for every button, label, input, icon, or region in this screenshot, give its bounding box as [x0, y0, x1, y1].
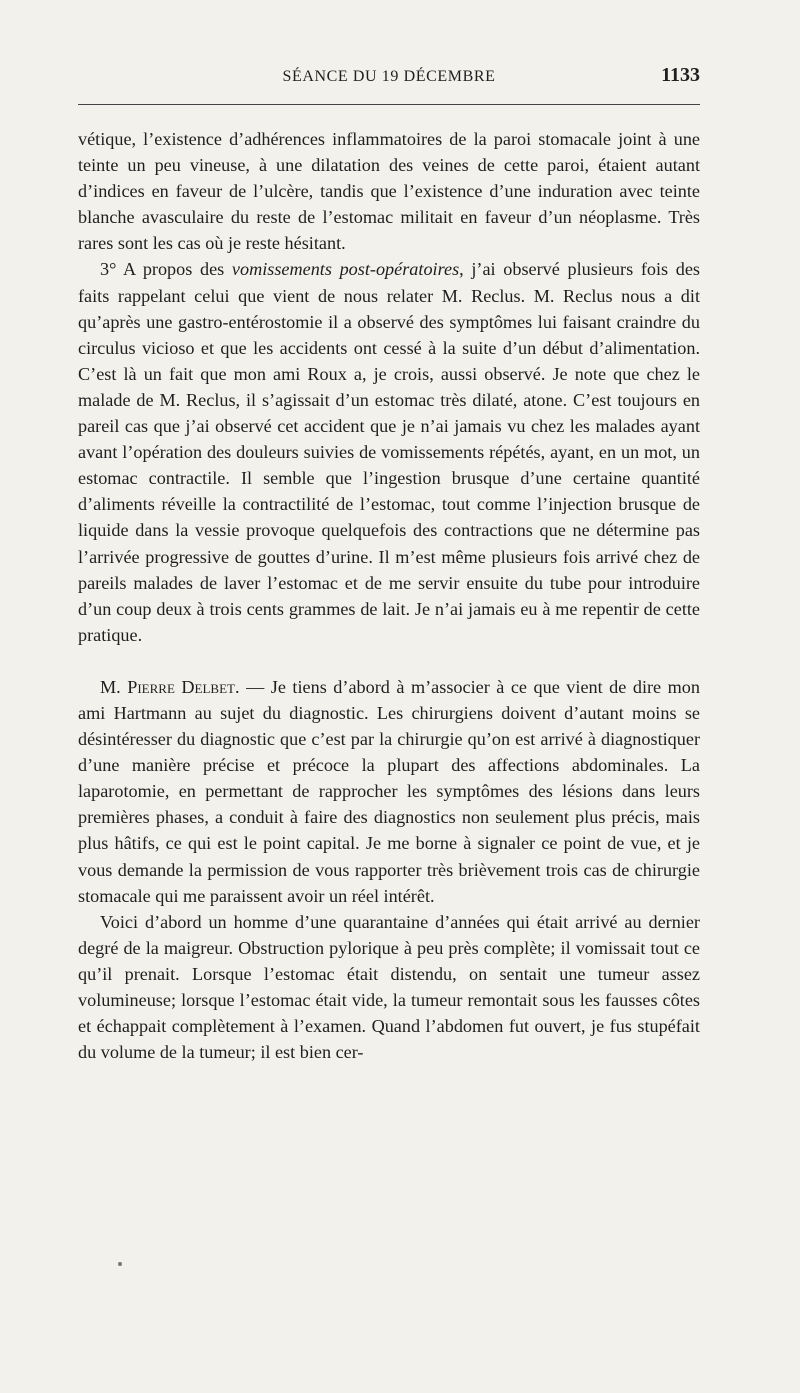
- paragraph-3: [78, 674, 700, 909]
- page-number: 1133: [661, 64, 700, 86]
- body-text: [78, 126, 700, 1065]
- speaker-name: M. Pierre Delbet.: [100, 676, 240, 697]
- paragraph-2-lead: 3° A propos des: [100, 259, 232, 280]
- paragraph-1: vétique, l’existence d’adhérences inflammatoires de la paroi stomacale joint à une teinte un peu vineuse, à une dilatation des veines de cette paroi, étaient autant d’indices en faveur de l’ulcère, tandis que l’existence d’une induration avec teinte blanche avasculaire du reste de l’estomac militait en faveur d’un néoplasme. Très rares sont les cas où je reste hésitant.: [78, 129, 700, 254]
- section-gap: [78, 648, 700, 674]
- print-mark: [118, 1262, 122, 1266]
- paragraph-2-body: , j’ai observé plusieurs fois des faits rappelant celui que vient de nous relater M. Reclus. M. Reclus nous a dit qu’après une gastro-entérostomie il a observé des symptômes lui faisant craindre du circulus vicioso et que les accidents ont cessé à la suite d’un début d’alimentation. C’est là un fait que mon ami Roux a, je crois, aussi observé. Je note que chez le malade de M. Reclus, il s’agissait d’un estomac très dilaté, atone. C’est toujours en pareil cas que j’ai observé cet accident que je n’ai jamais vu chez les malades ayant avant l’opération des douleurs suivies de vomissements répétés, ayant, en un mot, un estomac contractile. Il semble que l’ingestion brusque d’une certaine quantité d’aliments réveille la contractilité de l’estomac, tout comme l’injection brusque de liquide dans la vessie provoque quelquefois des contractions que ne détermine pas l’arrivée progressive de gouttes d’urine. Il m’est même plusieurs fois arrivé chez de pareils malades de laver l’estomac et de me servir ensuite du tube pour introduire d’un coup deux à trois cents grammes de lait. Je n’ai jamais eu à me repentir de cette pratique.: [78, 259, 701, 645]
- paragraph-4: Voici d’abord un homme d’une quarantaine d’années qui était arrivé au dernier degré de la maigreur. Obstruction pylorique à peu près complète; il vomissait tout ce qu’il prenait. Lorsque l’estomac était distendu, on sentait une tumeur assez volumineuse; lorsque l’estomac était vide, la tumeur remontait sous les fausses côtes et échappait complètement à l’examen. Quand l’abdomen fut ouvert, je fus stupéfait du volume de la tumeur; il est bien cer-: [78, 911, 700, 1063]
- header-rule: [78, 104, 700, 105]
- page-header: [78, 64, 700, 94]
- running-head: SÉANCE DU 19 DÉCEMBRE: [282, 68, 496, 85]
- paragraph-3-body: — Je tiens d’abord à m’associer à ce que vient de dire mon ami Hartmann au sujet du diagnostic. Les chirurgiens doivent d’autant moins se désintéresser du diagnostic que c’est par la chirurgie qu’on est arrivé à diagnostiquer d’une manière précise et précoce la plupart des affections abdominales. La laparotomie, en permettant de rapprocher les symptômes des lésions dans leurs premières phases, a conduit à faire des diagnostics non seulement plus précis, mais plus hâtifs, ce qui est le point capital. Je me borne à signaler ce point de vue, et je vous demande la permission de vous rapporter très brièvement trois cas de chirurgie stomacale qui me paraissent avoir un réel intérêt.: [78, 676, 700, 906]
- paragraph-2-emphasis: vomissements post-opératoires: [231, 259, 460, 280]
- paragraph-2: [78, 256, 700, 647]
